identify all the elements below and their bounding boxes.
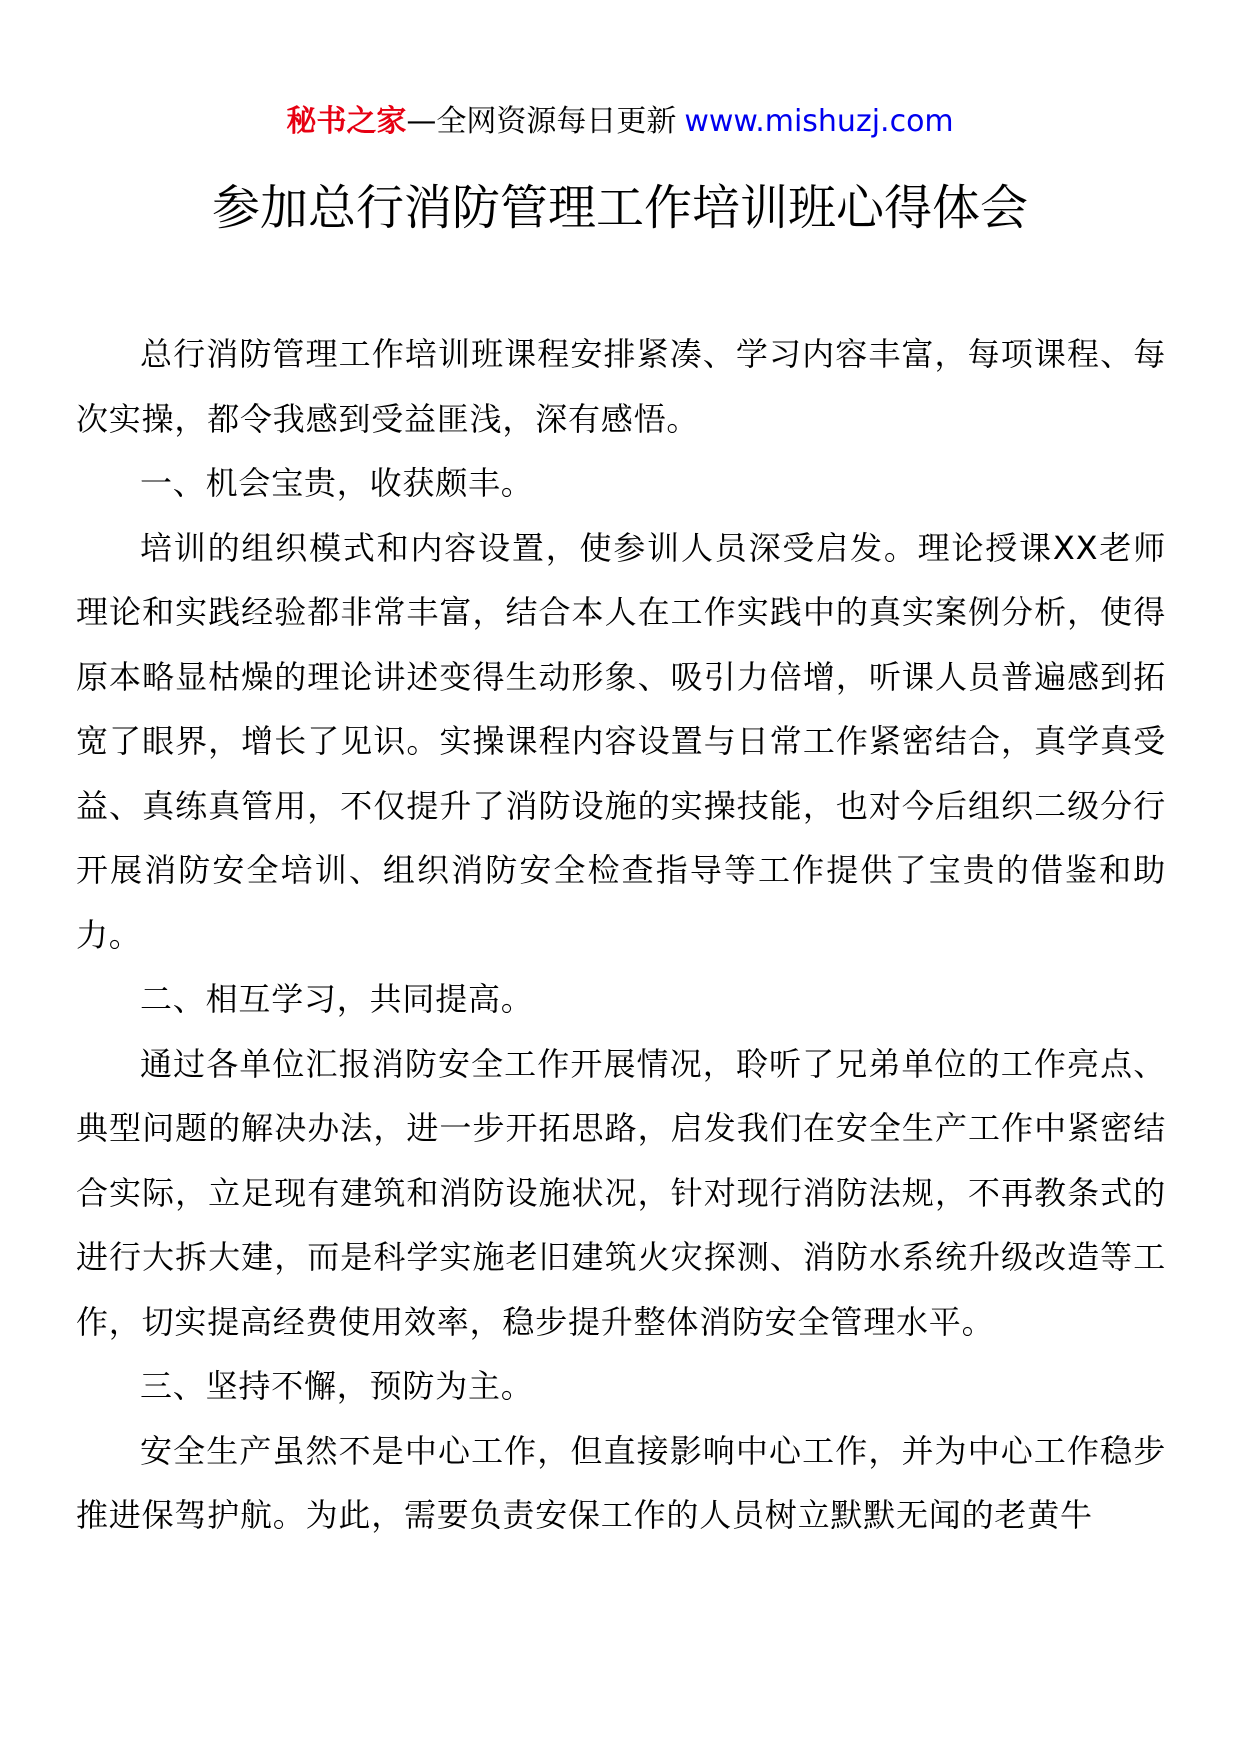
- site-header: [0, 102, 1240, 142]
- site-url-link[interactable]: www.mishuzj.com: [684, 104, 954, 139]
- document-title: 参加总行消防管理工作培训班心得体会: [211, 180, 1028, 236]
- paragraph-section-2: 通过各单位汇报消防安全工作开展情况，聆听了兄弟单位的工作亮点、典型问题的解决办法，进一步开拓思路，启发我们在安全生产工作中紧密结合实际，立足现有建筑和消防设施状况，针对现行消防法规，不再教条式的进行大拆大建，而是科学实施老旧建筑火灾探测、消防水系统升级改造等工作，切实提高经费使用效率，稳步提升整体消防安全管理水平。: [76, 1044, 1166, 1341]
- brand-name: 秘书之家: [286, 104, 407, 139]
- paragraph-section-3: 安全生产虽然不是中心工作，但直接影响中心工作，并为中心工作稳步推进保驾护航。为此，需要负责安保工作的人员树立默默无闻的老黄牛: [76, 1431, 1166, 1534]
- section-heading-3: 三、坚持不懈，预防为主。: [140, 1367, 534, 1405]
- section-heading-1: 一、机会宝贵，收获颇丰。: [140, 464, 534, 502]
- site-slogan: —全网资源每日更新: [406, 104, 677, 139]
- document-body: [76, 322, 1166, 1548]
- section-heading-2: 二、相互学习，共同提高。: [140, 980, 534, 1018]
- paragraph-intro: 总行消防管理工作培训班课程安排紧凑、学习内容丰富，每项课程、每次实操，都令我感到受益匪浅，深有感悟。: [76, 335, 1166, 438]
- paragraph-section-1: 培训的组织模式和内容设置，使参训人员深受启发。理论授课XX老师理论和实践经验都非常丰富，结合本人在工作实践中的真实案例分析，使得原本略显枯燥的理论讲述变得生动形象、吸引力倍增，听课人员普遍感到拓宽了眼界，增长了见识。实操课程内容设置与日常工作紧密结合，真学真受益、真练真管用，不仅提升了消防设施的实操技能，也对今后组织二级分行开展消防安全培训、组织消防安全检查指导等工作提供了宝贵的借鉴和助力。: [76, 528, 1166, 954]
